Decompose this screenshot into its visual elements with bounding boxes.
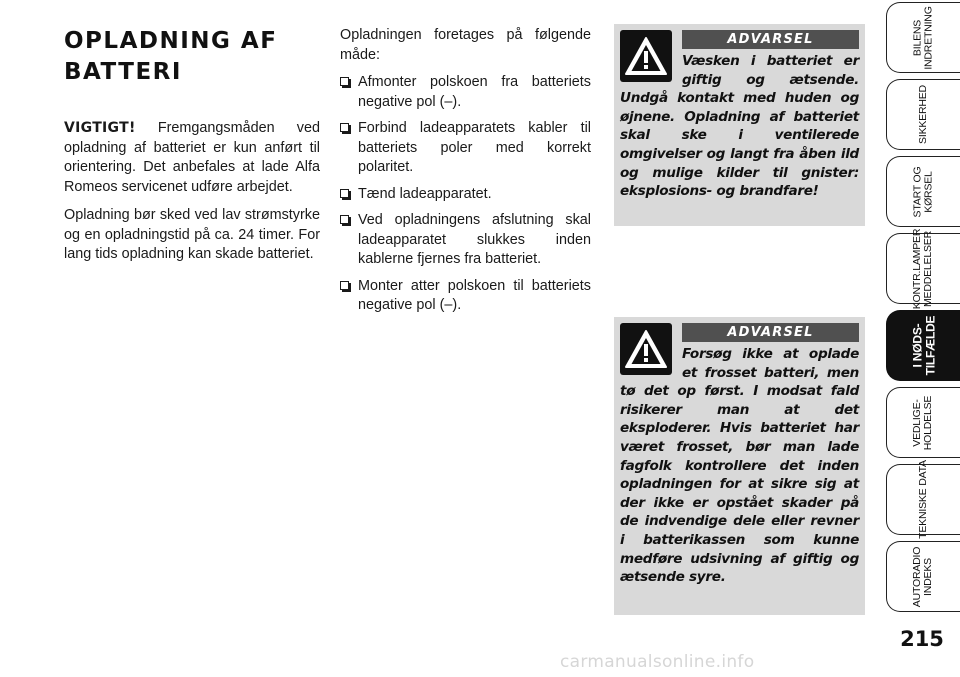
checkbox-bullet-icon [340, 77, 349, 86]
tab-autoradio-indeks[interactable]: AUTORADIO INDEKS [886, 541, 960, 612]
warning-box-frozen [614, 317, 865, 615]
warning-text: Væsken i batteriet er giftig og ætsende. Undgå kontakt med huden og øjnene. Opladning af batteriet skal ske i ventilerede omgivelser og langt fra åben ild og mulige kilder til gnister: eksplosions- og brandfare! [620, 53, 859, 200]
tab-vedligeholdelse[interactable]: VEDLIGE- HOLDELSE [886, 387, 960, 458]
steps-list [340, 73, 591, 316]
important-label: VIGTIGT! [64, 120, 136, 136]
page-title: OPLADNING AF BATTERI [64, 28, 278, 85]
tab-tekniske-data[interactable]: TEKNISKE DATA [886, 464, 960, 535]
tab-bilens-indretning[interactable]: BILENS INDRETNING [886, 2, 960, 73]
warning-box-acid [614, 24, 865, 226]
warning-triangle-icon [620, 323, 672, 375]
charging-paragraph: Opladning bør sked ved lav strømstyrke og en opladningstid på ca. 24 timer. For lang tids opladning kan skade batteriet. [64, 207, 320, 262]
step-item: Monter atter polskoen til batteriets negative pol (–). [340, 277, 591, 316]
section-tabs [886, 0, 960, 677]
checkbox-bullet-icon [340, 215, 349, 224]
important-text: Fremgangsmåden ved opladning af batteriet er kun anført til orientering. Det anbefales at lade Alfa Romeos servicenet udføre arbejdet. [64, 120, 320, 195]
warning-header: ADVARSEL [682, 323, 859, 342]
step-item: Forbind ladeapparatets kabler til batteriets poler med korrekt polaritet. [340, 119, 591, 178]
tab-kontrollamper[interactable]: KONTR.LAMPER MEDDELELSER [886, 233, 960, 304]
checkbox-bullet-icon [340, 281, 349, 290]
left-column [64, 26, 320, 274]
warning-text: Forsøg ikke at oplade et frosset batteri, men tø det op først. I modsat fald risikerer man at det eksploderer. Hvis batteriet har været frosset, bør man lade fagfolk kontrollere det inden opladningen for at sikre sig at der ikke er opstået skader på de indvendige dele eller revner i batterikassen som kunne medføre udsivning af giftig og ætsende syre. [620, 346, 859, 586]
steps-intro: Opladningen foretages på følgende måde: [340, 27, 591, 63]
middle-column [340, 26, 591, 323]
warning-triangle-icon [620, 30, 672, 82]
tab-sikkerhed[interactable]: SIKKERHED [886, 79, 960, 150]
important-note [64, 119, 320, 197]
tab-start-og-korsel[interactable]: START OG KØRSEL [886, 156, 960, 227]
warning-header: ADVARSEL [682, 30, 859, 49]
step-item: Afmonter polskoen fra batteriets negative pol (–). [340, 73, 591, 112]
tab-i-nodstilfaelde[interactable]: I NØDS- TILFÆLDE [886, 310, 960, 381]
step-item: Tænd ladeapparatet. [340, 185, 591, 205]
step-item: Ved opladningens afslutning skal ladeapparatet slukkes inden kablerne fjernes fra batteriet. [340, 211, 591, 270]
checkbox-bullet-icon [340, 123, 349, 132]
checkbox-bullet-icon [340, 189, 349, 198]
watermark: carmanualsonline.info [560, 652, 755, 672]
page-number: 215 [900, 627, 944, 651]
